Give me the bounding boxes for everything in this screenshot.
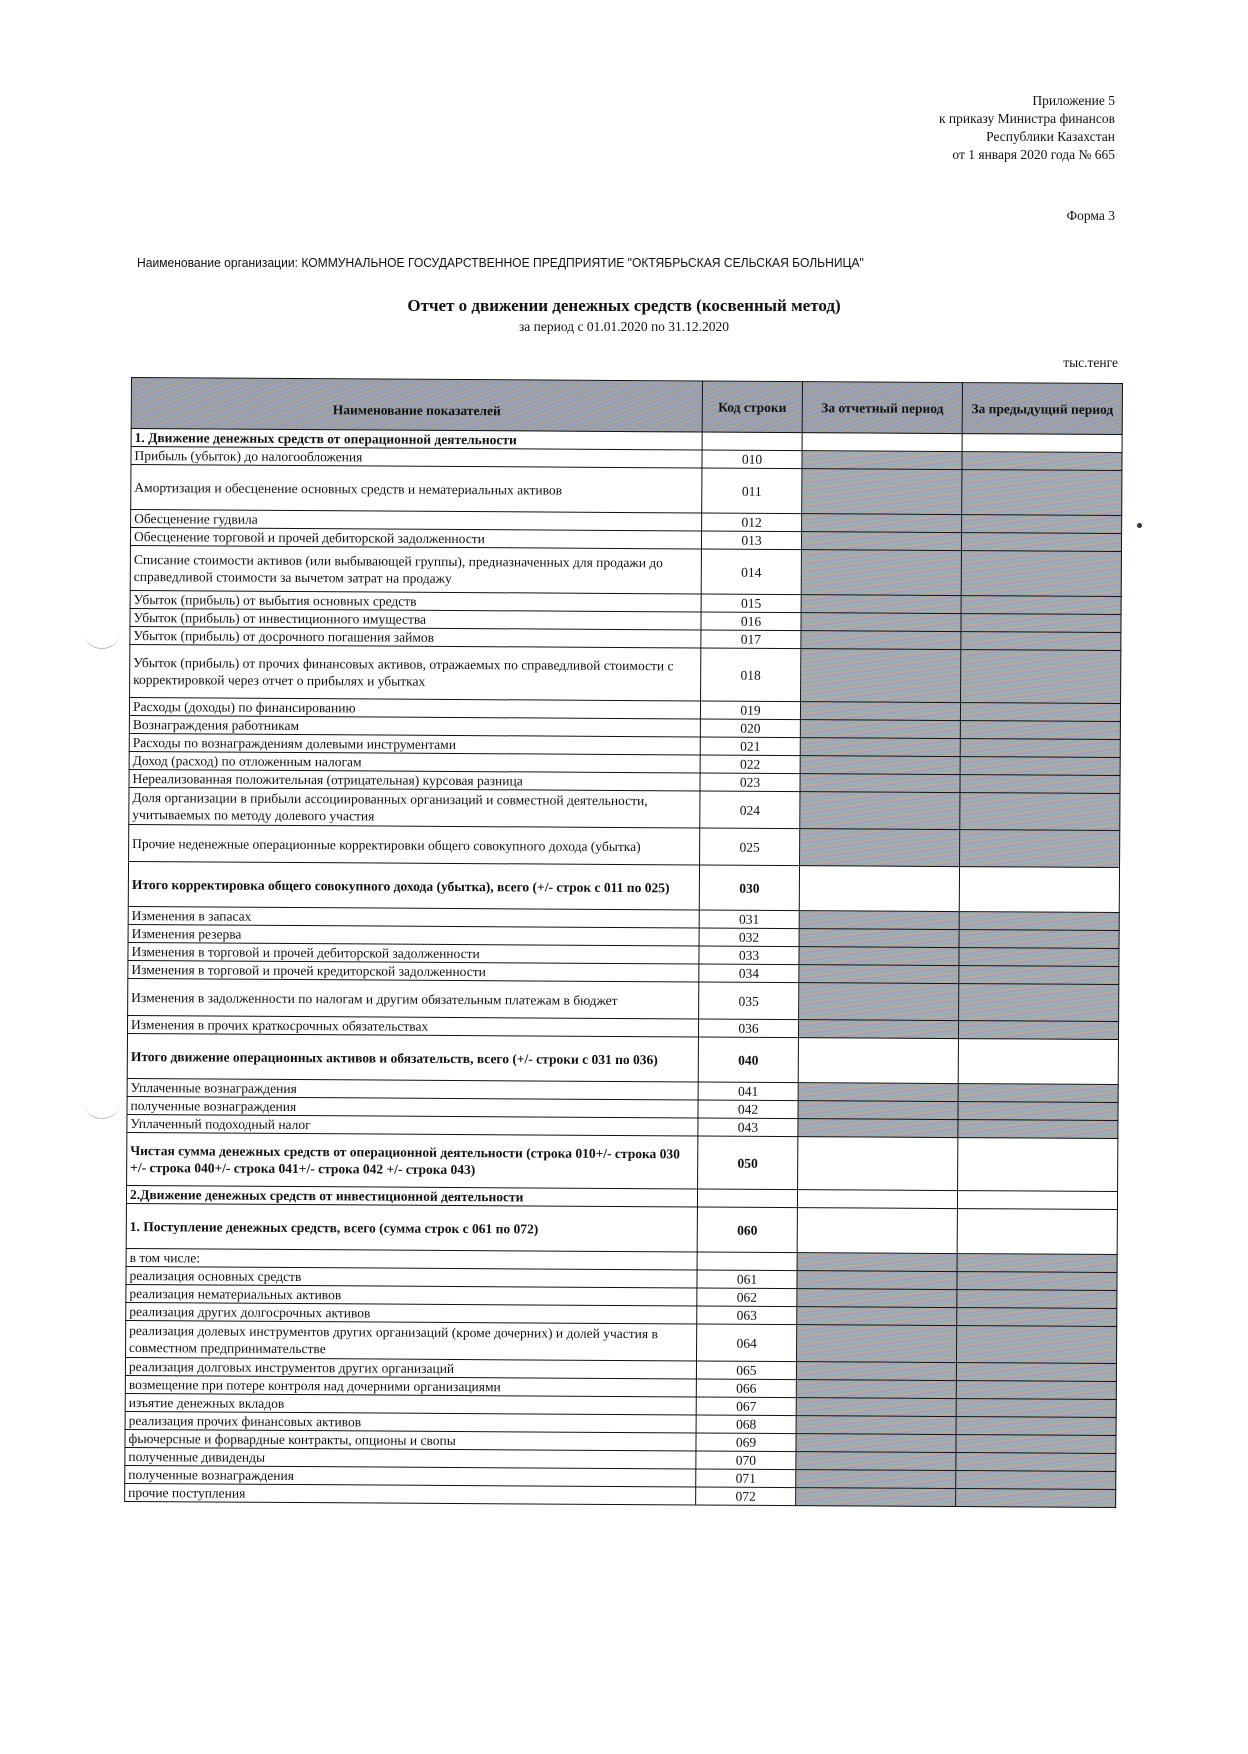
current-period-value bbox=[796, 1416, 956, 1435]
current-period-value bbox=[802, 433, 962, 452]
table-row bbox=[127, 1033, 1118, 1084]
row-code: 013 bbox=[701, 531, 801, 550]
current-period-value bbox=[800, 720, 960, 739]
current-period-value bbox=[800, 829, 960, 867]
row-code: 070 bbox=[696, 1451, 796, 1470]
row-code: 030 bbox=[699, 865, 799, 911]
current-period-value bbox=[796, 1362, 956, 1381]
column-header-name: Наименование показателей bbox=[131, 378, 702, 432]
previous-period-value bbox=[959, 912, 1119, 931]
appendix-line: от 1 января 2020 года № 665 bbox=[952, 147, 1115, 162]
row-code: 024 bbox=[700, 791, 800, 829]
row-code: 016 bbox=[701, 612, 801, 631]
row-code: 043 bbox=[698, 1118, 798, 1137]
current-period-value bbox=[798, 1038, 958, 1084]
current-period-value bbox=[799, 911, 959, 930]
current-period-value bbox=[801, 631, 961, 650]
appendix-line: Приложение 5 bbox=[1032, 93, 1115, 108]
previous-period-value bbox=[959, 867, 1119, 913]
column-header-previous-period: За предыдущий период bbox=[962, 383, 1122, 435]
indicator-name: Расходы по вознаграждениям долевыми инструментами bbox=[129, 733, 700, 754]
current-period-value bbox=[800, 738, 960, 757]
previous-period-value bbox=[956, 1453, 1116, 1472]
current-period-value bbox=[802, 514, 962, 533]
table-row bbox=[131, 465, 1122, 516]
punch-hole-mark bbox=[84, 618, 120, 649]
previous-period-value bbox=[958, 1021, 1118, 1040]
indicator-name: Убыток (прибыль) от выбытия основных средств bbox=[130, 590, 701, 611]
row-code: 066 bbox=[696, 1379, 796, 1398]
previous-period-value bbox=[956, 1435, 1116, 1454]
previous-period-value bbox=[957, 1290, 1117, 1309]
indicator-name: Прибыль (убыток) до налогообложения bbox=[131, 447, 702, 468]
previous-period-value bbox=[956, 1489, 1116, 1508]
appendix-line: к приказу Министра финансов bbox=[938, 111, 1115, 126]
previous-period-value bbox=[960, 757, 1120, 776]
previous-period-value bbox=[962, 434, 1122, 453]
indicator-name: Вознаграждения работникам bbox=[129, 715, 700, 736]
indicator-name: Доход (расход) по отложенным налогам bbox=[129, 751, 700, 772]
previous-period-value bbox=[959, 948, 1119, 967]
indicator-name: Уплаченные вознаграждения bbox=[127, 1078, 698, 1099]
indicator-name: Списание стоимости активов (или выбывающей группы), предназначенных для продажи до справедливой стоимости за вычетом затрат на продажу bbox=[130, 545, 701, 593]
current-period-value bbox=[796, 1488, 956, 1507]
form-number: Форма 3 bbox=[1066, 208, 1115, 223]
report-title: Отчет о движении денежных средств (косвенный метод) bbox=[407, 296, 841, 315]
indicator-name: Изменения в запасах bbox=[128, 906, 699, 927]
current-period-value bbox=[800, 774, 960, 793]
table-header-row bbox=[131, 378, 1122, 435]
table-row bbox=[129, 824, 1120, 867]
indicator-name: Убыток (прибыль) от прочих финансовых активов, отражаемых по справедливой стоимости с корректировкой через отчет о прибылях и убытках bbox=[130, 644, 701, 700]
current-period-value bbox=[798, 1083, 958, 1102]
table-row bbox=[126, 1320, 1117, 1363]
appendix-line: Республики Казахстан bbox=[986, 129, 1115, 144]
cash-flow-table-container bbox=[124, 377, 1122, 1508]
row-code: 031 bbox=[699, 910, 799, 929]
indicator-name: Изменения в торговой и прочей дебиторской задолженности bbox=[128, 942, 699, 963]
table-row bbox=[128, 978, 1119, 1021]
previous-period-value bbox=[959, 966, 1119, 985]
row-code: 041 bbox=[698, 1082, 798, 1101]
row-code: 036 bbox=[698, 1019, 798, 1038]
indicator-name: 1. Движение денежных средств от операционной деятельности bbox=[131, 429, 702, 450]
previous-period-value bbox=[962, 515, 1122, 534]
row-code: 065 bbox=[696, 1361, 796, 1380]
previous-period-value bbox=[957, 1209, 1117, 1255]
previous-period-value bbox=[957, 1308, 1117, 1327]
currency-units: тыс.тенге bbox=[1063, 355, 1118, 370]
current-period-value bbox=[800, 702, 960, 721]
indicator-name: Нереализованная положительная (отрицательная) курсовая разница bbox=[129, 769, 700, 790]
current-period-value bbox=[796, 1470, 956, 1489]
current-period-value bbox=[799, 866, 959, 912]
indicator-name: Уплаченный подоходный налог bbox=[127, 1114, 698, 1135]
current-period-value bbox=[796, 1452, 956, 1471]
previous-period-value bbox=[960, 830, 1120, 868]
report-period: за период с 01.01.2020 по 31.12.2020 bbox=[518, 319, 730, 334]
indicator-name: Убыток (прибыль) от досрочного погашения займов bbox=[130, 626, 701, 647]
previous-period-value bbox=[960, 775, 1120, 794]
row-code: 064 bbox=[696, 1324, 796, 1362]
row-code: 019 bbox=[700, 701, 800, 720]
previous-period-value bbox=[959, 984, 1119, 1022]
indicator-name: Расходы (доходы) по финансированию bbox=[129, 697, 700, 718]
column-header-current-period: За отчетный период bbox=[802, 382, 962, 434]
indicator-name: Итого корректировка общего совокупного дохода (убытка), всего (+/- строк с 011 по 025) bbox=[128, 861, 699, 909]
indicator-name: изъятие денежных вкладов bbox=[125, 1393, 696, 1414]
previous-period-value bbox=[961, 551, 1121, 597]
row-code: 042 bbox=[698, 1100, 798, 1119]
current-period-value bbox=[802, 469, 962, 515]
previous-period-value bbox=[960, 721, 1120, 740]
previous-period-value bbox=[960, 703, 1120, 722]
row-code: 012 bbox=[702, 513, 802, 532]
indicator-name: возмещение при потере контроля над дочерними организациями bbox=[125, 1375, 696, 1396]
row-code: 035 bbox=[699, 982, 799, 1020]
row-code: 023 bbox=[700, 773, 800, 792]
previous-period-value bbox=[956, 1471, 1116, 1490]
previous-period-value bbox=[961, 650, 1121, 704]
indicator-name: 1. Поступление денежных средств, всего (сумма строк с 061 по 072) bbox=[126, 1203, 697, 1251]
row-code: 015 bbox=[701, 594, 801, 613]
row-code: 068 bbox=[696, 1415, 796, 1434]
current-period-value bbox=[796, 1398, 956, 1417]
current-period-value bbox=[797, 1289, 957, 1308]
row-code: 022 bbox=[700, 755, 800, 774]
row-code: 067 bbox=[696, 1397, 796, 1416]
indicator-name: Обесценение гудвила bbox=[131, 510, 702, 531]
previous-period-value bbox=[961, 596, 1121, 615]
previous-period-value bbox=[959, 930, 1119, 949]
row-code: 010 bbox=[702, 450, 802, 469]
row-code: 021 bbox=[700, 737, 800, 756]
current-period-value bbox=[801, 613, 961, 632]
current-period-value bbox=[799, 965, 959, 984]
row-code: 011 bbox=[702, 468, 802, 514]
current-period-value bbox=[799, 929, 959, 948]
previous-period-value bbox=[958, 1138, 1118, 1192]
previous-period-value bbox=[957, 1191, 1117, 1210]
indicator-name: Доля организации в прибыли ассоциированных организаций и совместной деятельности, учитываемых по методу долевого участия bbox=[129, 787, 700, 827]
table-row bbox=[126, 1203, 1117, 1254]
indicator-name: Прочие неденежные операционные корректировки общего совокупного дохода (убытка) bbox=[129, 824, 700, 864]
current-period-value bbox=[800, 756, 960, 775]
previous-period-value bbox=[960, 739, 1120, 758]
punch-hole-mark bbox=[84, 1088, 120, 1119]
current-period-value bbox=[796, 1434, 956, 1453]
current-period-value bbox=[799, 983, 959, 1021]
current-period-value bbox=[797, 1190, 957, 1209]
indicator-name: Изменения резерва bbox=[128, 924, 699, 945]
indicator-name: полученные дивиденды bbox=[125, 1447, 696, 1468]
row-code: 033 bbox=[699, 946, 799, 965]
table-row bbox=[127, 1132, 1118, 1191]
previous-period-value bbox=[956, 1399, 1116, 1418]
indicator-name: Итого движение операционных активов и обязательств, всего (+/- строки с 031 по 036) bbox=[127, 1033, 698, 1081]
previous-period-value bbox=[957, 1272, 1117, 1291]
previous-period-value bbox=[962, 470, 1122, 516]
indicator-name: Амортизация и обесценение основных средств и нематериальных активов bbox=[131, 465, 702, 513]
row-code: 063 bbox=[697, 1306, 797, 1325]
current-period-value bbox=[800, 792, 960, 830]
row-code: 025 bbox=[700, 828, 800, 866]
row-code: 034 bbox=[699, 964, 799, 983]
previous-period-value bbox=[958, 1039, 1118, 1085]
previous-period-value bbox=[958, 1120, 1118, 1139]
current-period-value bbox=[801, 550, 961, 596]
indicator-name: реализация долговых инструментов других организаций bbox=[125, 1357, 696, 1378]
indicator-name: реализация долевых инструментов других организаций (кроме дочерних) и долей участия в совместном предпринимательстве bbox=[126, 1320, 697, 1360]
previous-period-value bbox=[961, 533, 1121, 552]
previous-period-value bbox=[961, 632, 1121, 651]
indicator-name: реализация нематериальных активов bbox=[126, 1284, 697, 1305]
current-period-value bbox=[796, 1380, 956, 1399]
current-period-value bbox=[796, 1325, 956, 1363]
current-period-value bbox=[797, 1271, 957, 1290]
indicator-name: полученные вознаграждения bbox=[125, 1465, 696, 1486]
previous-period-value bbox=[956, 1381, 1116, 1400]
previous-period-value bbox=[956, 1326, 1116, 1364]
indicator-name: Изменения в прочих краткосрочных обязательствах bbox=[127, 1015, 698, 1036]
current-period-value bbox=[797, 1253, 957, 1272]
row-code: 017 bbox=[701, 630, 801, 649]
previous-period-value bbox=[961, 614, 1121, 633]
current-period-value bbox=[797, 1307, 957, 1326]
row-code: 018 bbox=[701, 648, 801, 702]
current-period-value bbox=[797, 1208, 957, 1254]
row-code: 071 bbox=[696, 1469, 796, 1488]
current-period-value bbox=[798, 1101, 958, 1120]
current-period-value bbox=[801, 595, 961, 614]
indicator-name: реализация других долгосрочных активов bbox=[126, 1302, 697, 1323]
previous-period-value bbox=[956, 1417, 1116, 1436]
row-code: 060 bbox=[697, 1207, 797, 1253]
row-code bbox=[702, 432, 802, 451]
row-code bbox=[697, 1189, 797, 1208]
row-code: 072 bbox=[696, 1487, 796, 1506]
previous-period-value bbox=[957, 1254, 1117, 1273]
indicator-name: в том числе: bbox=[126, 1248, 697, 1269]
row-code bbox=[697, 1252, 797, 1271]
indicator-name: реализация прочих финансовых активов bbox=[125, 1411, 696, 1432]
table-row bbox=[130, 545, 1121, 596]
row-code: 032 bbox=[699, 928, 799, 947]
appendix-reference bbox=[939, 92, 1115, 164]
previous-period-value bbox=[956, 1363, 1116, 1382]
previous-period-value bbox=[962, 452, 1122, 471]
organization-name: Наименование организации: КОММУНАЛЬНОЕ ГОСУДАРСТВЕННОЕ ПРЕДПРИЯТИЕ "ОКТЯБРЬСКАЯ СЕЛЬСКАЯ БОЛЬНИЦА" bbox=[137, 255, 864, 270]
table-row bbox=[128, 861, 1119, 912]
current-period-value bbox=[799, 947, 959, 966]
table-body bbox=[125, 429, 1123, 1508]
previous-period-value bbox=[958, 1084, 1118, 1103]
previous-period-value bbox=[960, 793, 1120, 831]
table-row bbox=[130, 644, 1121, 703]
indicator-name: Изменения в торговой и прочей кредиторской задолженности bbox=[128, 960, 699, 981]
current-period-value bbox=[798, 1020, 958, 1039]
row-code: 061 bbox=[697, 1270, 797, 1289]
row-code: 040 bbox=[698, 1037, 798, 1083]
current-period-value bbox=[802, 451, 962, 470]
indicator-name: Убыток (прибыль) от инвестиционного имущества bbox=[130, 608, 701, 629]
row-code: 050 bbox=[698, 1136, 798, 1190]
indicator-name: 2.Движение денежных средств от инвестиционной деятельности bbox=[126, 1185, 697, 1206]
indicator-name: полученные вознаграждения bbox=[127, 1096, 698, 1117]
indicator-name: Чистая сумма денежных средств от операционной деятельности (строка 010+/- строка 030 +/- строка 040+/- строка 041+/- строка 042 +/- строка 043) bbox=[127, 1132, 698, 1188]
current-period-value bbox=[798, 1137, 958, 1191]
scan-speck bbox=[1137, 523, 1142, 528]
column-header-code: Код строки bbox=[702, 381, 802, 433]
indicator-name: реализация основных средств bbox=[126, 1266, 697, 1287]
indicator-name: фьючерсные и форвардные контракты, опционы и свопы bbox=[125, 1429, 696, 1450]
table-row bbox=[129, 787, 1120, 830]
row-code: 020 bbox=[700, 719, 800, 738]
indicator-name: Изменения в задолженности по налогам и другим обязательным платежам в бюджет bbox=[128, 978, 699, 1018]
current-period-value bbox=[801, 532, 961, 551]
row-code: 062 bbox=[697, 1288, 797, 1307]
indicator-name: прочие поступления bbox=[125, 1483, 696, 1504]
previous-period-value bbox=[958, 1102, 1118, 1121]
indicator-name: Обесценение торговой и прочей дебиторской задолженности bbox=[130, 528, 701, 549]
row-code: 014 bbox=[701, 549, 801, 595]
row-code: 069 bbox=[696, 1433, 796, 1452]
current-period-value bbox=[798, 1119, 958, 1138]
cash-flow-table bbox=[124, 377, 1123, 1508]
current-period-value bbox=[801, 649, 961, 703]
